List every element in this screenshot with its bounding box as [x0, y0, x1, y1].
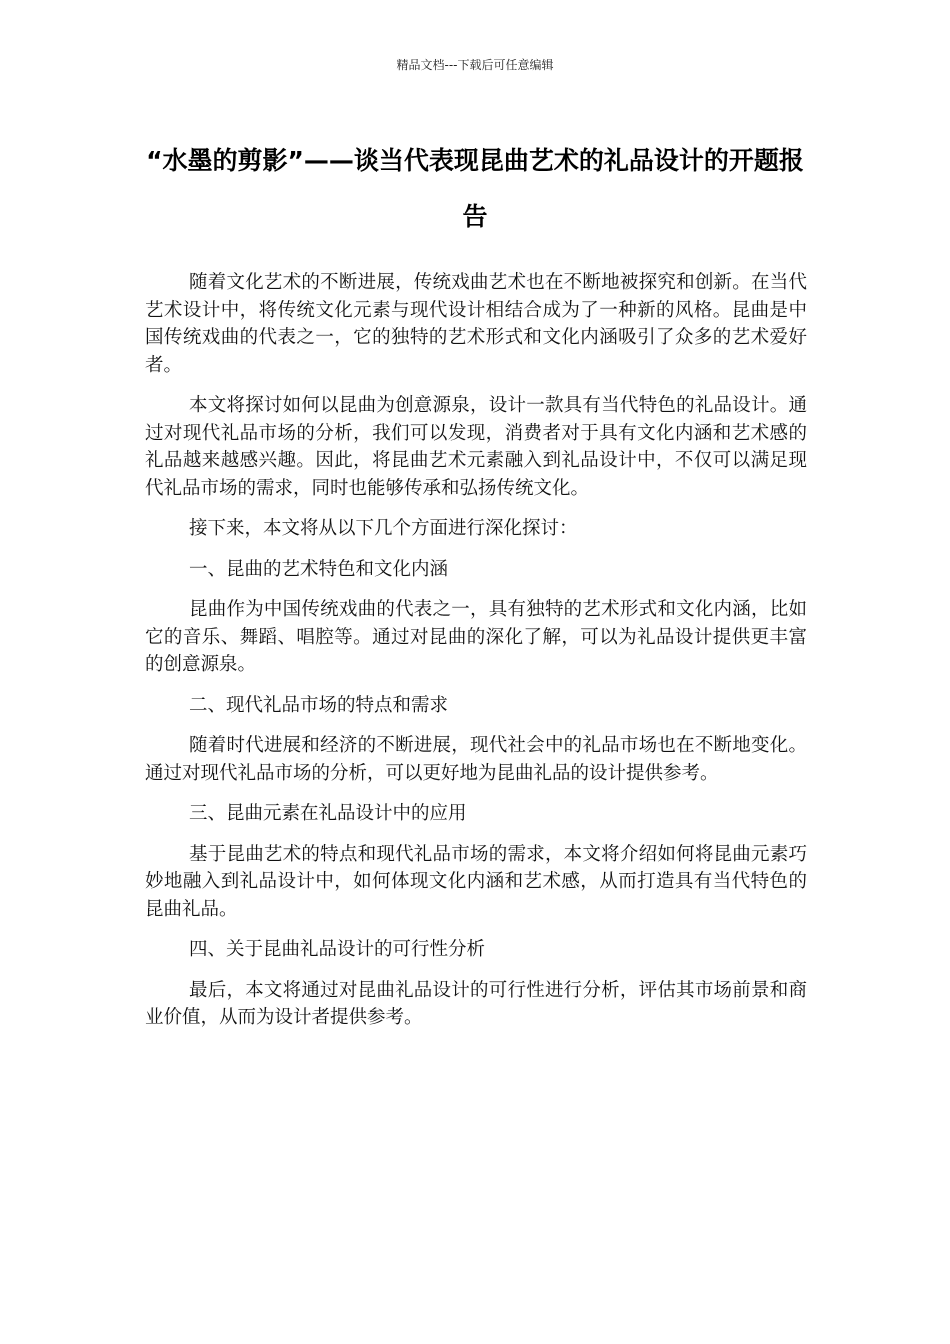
document-title: “水墨的剪影”——谈当代表现昆曲艺术的礼品设计的开题报告	[146, 146, 804, 231]
paragraph: 本文将探讨如何以昆曲为创意源泉，设计一款具有当代特色的礼品设计。通过对现代礼品市场的分析，我们可以发现，消费者对于具有文化内涵和艺术感的礼品越来越感兴趣。因此，将昆曲艺术元素融入到礼品设计中，不仅可以满足现代礼品市场的需求，同时也能够传承和弘扬传统文化。	[145, 395, 807, 499]
section-heading: 二、现代礼品市场的特点和需求	[189, 694, 449, 716]
paragraph: 随着文化艺术的不断进展，传统戏曲艺术也在不断地被探究和创新。在当代艺术设计中，将传统文化元素与现代设计相结合成为了一种新的风格。昆曲是中国传统戏曲的代表之一，它的独特的艺术形式和文化内涵吸引了众多的艺术爱好者。	[145, 272, 807, 376]
section-heading: 三、昆曲元素在礼品设计中的应用	[189, 803, 467, 824]
paragraph: 昆曲作为中国传统戏曲的代表之一，具有独特的艺术形式和文化内涵，比如它的音乐、舞蹈、唱腔等。通过对昆曲的深化了解，可以为礼品设计提供更丰富的创意源泉。	[145, 599, 807, 675]
paragraph: 最后，本文将通过对昆曲礼品设计的可行性进行分析，评估其市场前景和商业价值，从而为设计者提供参考。	[145, 979, 807, 1028]
section-heading: 一、昆曲的艺术特色和文化内涵	[189, 558, 449, 580]
paragraph: 接下来，本文将从以下几个方面进行深化探讨：	[189, 518, 578, 539]
paragraph: 随着时代进展和经济的不断进展，现代社会中的礼品市场也在不断地变化。通过对现代礼品市场的分析，可以更好地为昆曲礼品的设计提供参考。	[145, 735, 807, 784]
section-heading: 四、关于昆曲礼品设计的可行性分析	[189, 939, 486, 960]
page-header: 精品文档---下载后可任意编辑	[396, 58, 554, 72]
paragraph: 基于昆曲艺术的特点和现代礼品市场的需求，本文将介绍如何将昆曲元素巧妙地融入到礼品设计中，如何体现文化内涵和艺术感，从而打造具有当代特色的昆曲礼品。	[145, 843, 807, 920]
document-body	[145, 269, 807, 1045]
